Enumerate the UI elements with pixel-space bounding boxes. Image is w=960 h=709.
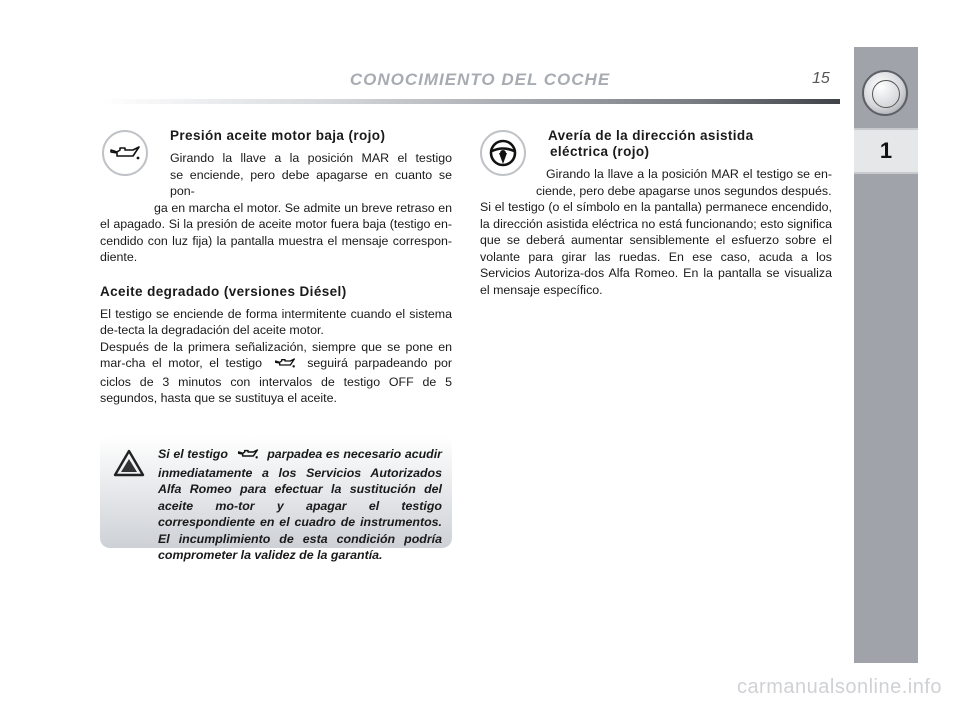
power-steering-line2: ciende, pero debe apagarse unos segundos después. (536, 183, 832, 198)
header-rule (100, 99, 840, 104)
heading-degraded-oil: Aceite degradado (versiones Diésel) (100, 283, 347, 299)
heading-oil-pressure: Presión aceite motor baja (rojo) (170, 128, 386, 143)
degraded-oil-para2-b: seguirá parpadeando por ciclos de 3 minutos con intervalos de testigo OFF de 5 segundos, hasta que se sustituya el aceite. (100, 356, 452, 405)
warning-text-a: Si el testigo (158, 447, 228, 461)
page-header-title: CONOCIMIENTO DEL COCHE (349, 70, 611, 89)
oil-can-icon (273, 357, 297, 374)
oil-pressure-rest: el apagado. Si la presión de aceite motor fuera baja (testigo en-cendido con luz fija) la pantalla muestra el mensaje correspon-diente. (100, 217, 452, 264)
warning-text (102, 446, 442, 564)
degraded-oil-para1: El testigo se enciende de forma intermitente cuando el sistema de-tecta la degradación del aceite motor. (100, 306, 452, 337)
oil-can-icon (236, 448, 260, 465)
section-oil-pressure (100, 128, 452, 407)
section-power-steering (480, 128, 832, 298)
degraded-oil-para2 (100, 339, 452, 407)
warning-text-b: parpadea es necesario acudir inmediatamente a los Servicios Autorizados Alfa Romeo para efectuar la sustitución del aceite mo-tor y apagar el testigo correspondiente en el cuadro de instrumentos. El incumplimiento de esta condición podría comprometer la validez de la garantía. (158, 447, 443, 562)
chapter-number: 1 (854, 128, 918, 174)
page-number: 15 (812, 70, 830, 87)
degraded-oil-para2-a: Después de la primera señalización, siempre que se pone en mar-cha el motor, el testigo (100, 339, 452, 370)
oil-pressure-line3: ga en marcha el motor. Se admite un breve retraso en (154, 200, 452, 215)
watermark: carmanualsonline.info (736, 676, 942, 698)
power-steering-rest: Si el testigo (o el símbolo en la pantalla) permanece encendido, la dirección asistida eléctrica no está funcionando; esto significa que se deberá aumentar sensiblemente el esfuerzo sobre el volante para girar las ruedas. En ese caso, acuda a los Servicios Autoriza-dos Alfa Romeo. En la pantalla se visualiza el mensaje específico. (480, 200, 832, 297)
power-steering-line1: Girando la llave a la posición MAR el testigo se en- (546, 167, 832, 181)
oil-pressure-line2: se enciende, pero debe apagarse en cuanto se pon- (170, 167, 452, 198)
alfa-romeo-logo (862, 70, 908, 116)
oil-pressure-line1: Girando la llave a la posición MAR el testigo (170, 151, 452, 165)
heading-power-steering-1: Avería de la dirección asistida (548, 128, 754, 143)
heading-power-steering-2: eléctrica (rojo) (550, 144, 650, 159)
